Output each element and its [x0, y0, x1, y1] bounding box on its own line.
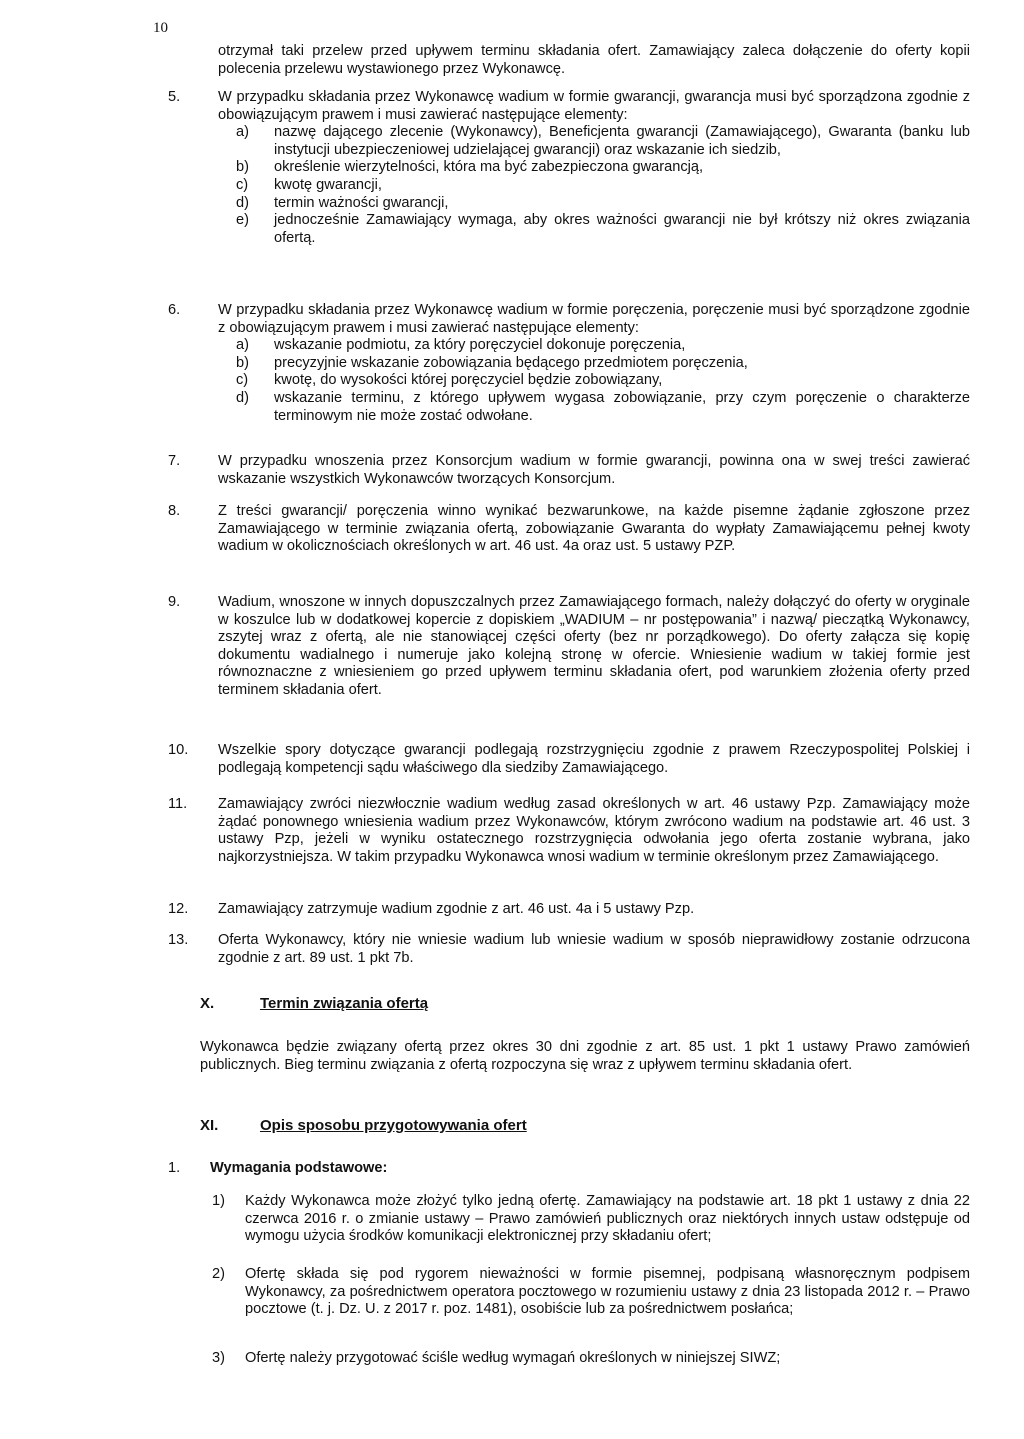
list-item-9: [168, 594, 970, 700]
list-item-6: [168, 302, 970, 425]
sub-item-letter: b): [236, 354, 249, 371]
sub-item-b: [218, 355, 970, 373]
item-text: Wadium, wnoszone w innych dopuszczalnych przez Zamawiającego formach, należy dołączyć do oferty w oryginale w koszulce lub w dodatkowej kopercie z dopiskiem „WADIUM – nr postępowania” i nazwą/ pieczątką Wykonawcy, zszytej wraz z ofertą, ale nie stanowiącej części oferty (bez nr porządkowego). Do oferty załącza się kopię dokumentu wadialnego i numeruje jako kolejną stronę w ofercie. Wniesienie wadium w takiej formie jest równoznaczne z wniesieniem go przed upływem terminu składania ofert, pod warunkiem złożenia oferty przed terminem składania ofert.: [218, 594, 970, 698]
sub-item-letter: d): [236, 389, 249, 406]
requirement-3: [200, 1350, 970, 1368]
sub-item-text: precyzyjnie wskazanie zobowiązania będącego przedmiotem poręczenia,: [274, 354, 748, 371]
sub-item-letter: c): [236, 372, 249, 389]
requirement-text: Ofertę składa się pod rygorem nieważności w formie pisemnej, podpisaną własnoręcznym podpisem Wykonawcy, za pośrednictwem operatora pocztowego w rozumieniu ustawy z dnia 23 listopada 2012 r. – Prawo pocztowe (t. j. Dz. U. z 2017 r. poz. 1481), osobiście lub za pośrednictwem posłańca;: [245, 1266, 970, 1318]
sub-item-letter: e): [236, 212, 249, 229]
section-title: Opis sposobu przygotowywania ofert: [260, 1117, 527, 1134]
item-text: Wszelkie spory dotyczące gwarancji podlegają rozstrzygnięciu zgodnie z prawem Rzeczypospolitej Polskiej i podlegają kompetencji sądu właściwego dla siedziby Zamawiającego.: [218, 742, 970, 776]
item-text: W przypadku wnoszenia przez Konsorcjum wadium w formie gwarancji, powinna ona w swej treści zawierać wskazanie wszystkich Wykonawców tworzących Konsorcjum.: [218, 453, 970, 487]
page-number: 10: [153, 20, 168, 36]
sub-item-letter: a): [236, 337, 249, 354]
list-item-5: [168, 89, 970, 247]
requirement-text: Każdy Wykonawca może złożyć tylko jedną ofertę. Zamawiający na podstawie art. 18 pkt 1 ustawy z dnia 22 czerwca 2016 r. o zmianie ustawy – Prawo zamówień publicznych oraz niektórych innych ustaw odstępuje od wymogu użycia środków komunikacji elektronicznej przy składaniu ofert;: [245, 1193, 970, 1245]
sub-item-text: kwotę, do wysokości której poręczyciel będzie zobowiązany,: [274, 372, 663, 389]
sub-item-letter: b): [236, 159, 249, 176]
sub-item-text: wskazanie podmiotu, za który poręczyciel dokonuje poręczenia,: [274, 337, 686, 354]
section-title: Termin związania ofertą: [260, 995, 429, 1012]
sub-item-e: [218, 212, 970, 247]
item-text: Oferta Wykonawcy, który nie wniesie wadium lub wniesie wadium w sposób nieprawidłowy zostanie odrzucona zgodnie z art. 89 ust. 1 pkt 7b.: [218, 932, 970, 966]
section-number: XI.: [200, 1117, 219, 1134]
sub-item-text: termin ważności gwarancji,: [274, 194, 449, 211]
sub-item-letter: a): [236, 124, 249, 141]
item-number: 12.: [168, 901, 189, 917]
subsection-number: 1.: [168, 1160, 181, 1176]
sub-item-text: określenie wierzytelności, która ma być zabezpieczona gwarancją,: [274, 159, 704, 176]
requirement-2: [200, 1266, 970, 1319]
sub-item-a: [218, 124, 970, 159]
list-item-11: [168, 796, 970, 866]
requirement-text: Ofertę należy przygotować ściśle według wymagań określonych w niniejszej SIWZ;: [245, 1350, 781, 1366]
sub-item-a: [218, 337, 970, 355]
item-number: 6.: [168, 302, 181, 318]
list-item-10: [168, 742, 970, 777]
intro-paragraph: otrzymał taki przelew przed upływem terminu składania ofert. Zamawiający zaleca dołączenie do oferty kopii polecenia przelewu wystawionego przez Wykonawcę.: [218, 43, 970, 77]
section-number: X.: [200, 995, 215, 1012]
item-text: W przypadku składania przez Wykonawcę wadium w formie poręczenia, poręczenie musi być sporządzone zgodnie z obowiązującym prawem i musi zawierać następujące elementy:: [218, 302, 970, 336]
sub-item-b: [218, 159, 970, 177]
item-text: Zamawiający zatrzymuje wadium zgodnie z art. 46 ust. 4a i 5 ustawy Pzp.: [218, 901, 695, 917]
item-text: Z treści gwarancji/ poręczenia winno wynikać bezwarunkowe, na każde pisemne żądanie zgłoszone przez Zamawiającego w terminie związania ofertą, zobowiązanie Gwaranta do wypłaty Zamawiającemu pełnej kwoty wadium w okolicznościach określonych w art. 46 ust. 4a oraz ust. 5 ustawy PZP.: [218, 503, 970, 555]
sub-item-d: [218, 390, 970, 425]
sub-item-text: jednocześnie Zamawiający wymaga, aby okres ważności gwarancji nie był krótszy niż okres związania ofertą.: [274, 212, 970, 246]
item-number: 5.: [168, 89, 181, 105]
item-number: 8.: [168, 503, 181, 519]
requirement-number: 1): [212, 1193, 225, 1209]
item-number: 13.: [168, 932, 189, 948]
sub-item-d: [218, 195, 970, 213]
item-number: 7.: [168, 453, 181, 469]
sub-item-text: nazwę dającego zlecenie (Wykonawcy), Beneficjenta gwarancji (Zamawiającego), Gwaranta (banku lub instytucji ubezpieczeniowej udzielającej gwarancji) oraz wskazanie ich siedzib,: [274, 124, 970, 158]
item-text: Zamawiający zwróci niezwłocznie wadium według zasad określonych w art. 46 ustawy Pzp. Zamawiający może żądać ponownego wniesienia wadium przez Wykonawców, którym zwrócono wadium na podstawie art. 46 ust. 3 ustawy Pzp, jeżeli w wyniku ostatecznego rozstrzygnięcia odwołania jego oferta zostanie wybrana, jako najkorzystniejsza. W takim przypadku Wykonawca wnosi wadium w terminie określonym przez Zamawiającego.: [218, 796, 970, 865]
requirement-number: 2): [212, 1266, 225, 1282]
subsection-title: Wymagania podstawowe:: [210, 1160, 388, 1176]
item-text: W przypadku składania przez Wykonawcę wadium w formie gwarancji, gwarancja musi być sporządzona zgodnie z obowiązującym prawem i musi zawierać następujące elementy:: [218, 89, 970, 123]
section-x-paragraph: Wykonawca będzie związany ofertą przez okres 30 dni zgodnie z art. 85 ust. 1 pkt 1 ustawy Prawo zamówień publicznych. Bieg terminu związania z ofertą rozpoczyna się wraz z upływem terminu składania ofert.: [200, 1039, 970, 1073]
item-number: 11.: [168, 796, 188, 812]
item-number: 9.: [168, 594, 181, 610]
sub-item-letter: d): [236, 194, 249, 211]
list-item-7: [168, 453, 970, 488]
list-item-13: [168, 932, 970, 967]
item-number: 10.: [168, 742, 189, 758]
list-item-12: [168, 901, 970, 919]
requirement-number: 3): [212, 1350, 225, 1366]
sub-item-text: wskazanie terminu, z którego upływem wygasa zobowiązanie, przy czym poręczenie o charakterze terminowym nie może zostać odwołane.: [274, 389, 970, 424]
sub-item-c: [218, 177, 970, 195]
sub-item-text: kwotę gwarancji,: [274, 176, 382, 193]
list-item-8: [168, 503, 970, 556]
requirement-1: [200, 1193, 970, 1246]
sub-item-letter: c): [236, 176, 249, 193]
sub-item-c: [218, 372, 970, 390]
